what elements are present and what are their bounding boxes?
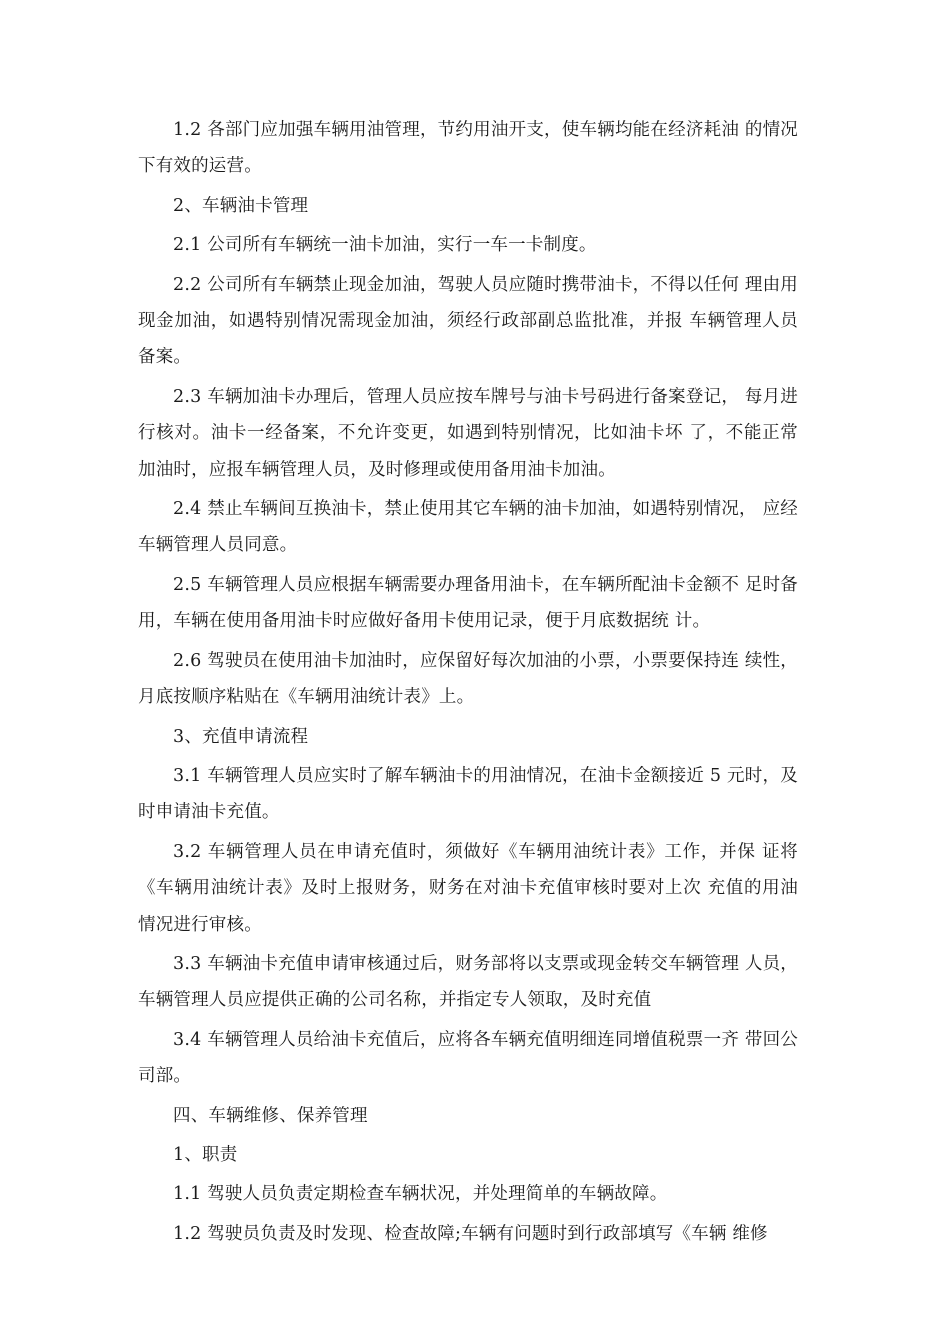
paragraph-3-2: 3.2 车辆管理人员在申请充值时，须做好《车辆用油统计表》工作，并保 证将《车辆用油统计表》及时上报财务，财务在对油卡充值审核时要对上次 充值的用油情况进行审核。 bbox=[138, 841, 798, 935]
paragraph-1-2-driver-faults: 1.2 驾驶员负责及时发现、检查故障;车辆有问题时到行政部填写《车辆 维修 bbox=[173, 1223, 768, 1244]
heading-recharge-process: 3、充值申请流程 bbox=[173, 726, 309, 747]
heading-responsibilities: 1、职责 bbox=[173, 1144, 238, 1165]
paragraph-2-3: 2.3 车辆加油卡办理后，管理人员应按车牌号与油卡号码进行备案登记， 每月进行核对。油卡一经备案，不允许变更，如遇到特别情况，比如油卡坏 了，不能正常加油时，应报车辆管理人员，及时修理或使用备用油卡加油。 bbox=[138, 386, 798, 480]
paragraph-2-6: 2.6 驾驶员在使用油卡加油时，应保留好每次加油的小票，小票要保持连 续性，月底按顺序粘贴在《车辆用油统计表》上。 bbox=[138, 650, 798, 708]
paragraph-2-2: 2.2 公司所有车辆禁止现金加油，驾驶人员应随时携带油卡，不得以任何 理由用现金加油，如遇特别情况需现金加油，须经行政部副总监批准，并报 车辆管理人员备案。 bbox=[138, 274, 798, 368]
paragraph-1-2-fuel-management: 1.2 各部门应加强车辆用油管理，节约用油开支，使车辆均能在经济耗油 的情况下有效的运营。 bbox=[138, 120, 798, 177]
paragraph-2-1: 2.1 公司所有车辆统一油卡加油，实行一车一卡制度。 bbox=[173, 235, 597, 256]
paragraph-1-1-driver-checks: 1.1 驾驶人员负责定期检查车辆状况，并处理简单的车辆故障。 bbox=[173, 1184, 668, 1205]
heading-maintenance-management: 四、车辆维修、保养管理 bbox=[173, 1105, 368, 1126]
paragraph-3-4: 3.4 车辆管理人员给油卡充值后，应将各车辆充值明细连同增值税票一齐 带回公司部。 bbox=[138, 1029, 798, 1087]
paragraph-2-4: 2.4 禁止车辆间互换油卡，禁止使用其它车辆的油卡加油，如遇特别情况， 应经车辆管理人员同意。 bbox=[138, 499, 798, 556]
document-page bbox=[138, 112, 798, 1255]
paragraph-3-3: 3.3 车辆油卡充值申请审核通过后，财务部将以支票或现金转交车辆管理 人员，车辆管理人员应提供正确的公司名称，并指定专人领取，及时充值 bbox=[138, 953, 798, 1011]
paragraph-3-1: 3.1 车辆管理人员应实时了解车辆油卡的用油情况，在油卡金额接近 5 元时，及时申请油卡充值。 bbox=[138, 765, 798, 823]
heading-fuel-card-management: 2、车辆油卡管理 bbox=[173, 195, 309, 216]
paragraph-2-5: 2.5 车辆管理人员应根据车辆需要办理备用油卡，在车辆所配油卡金额不 足时备用，车辆在使用备用油卡时应做好备用卡使用记录，便于月底数据统 计。 bbox=[138, 574, 798, 632]
